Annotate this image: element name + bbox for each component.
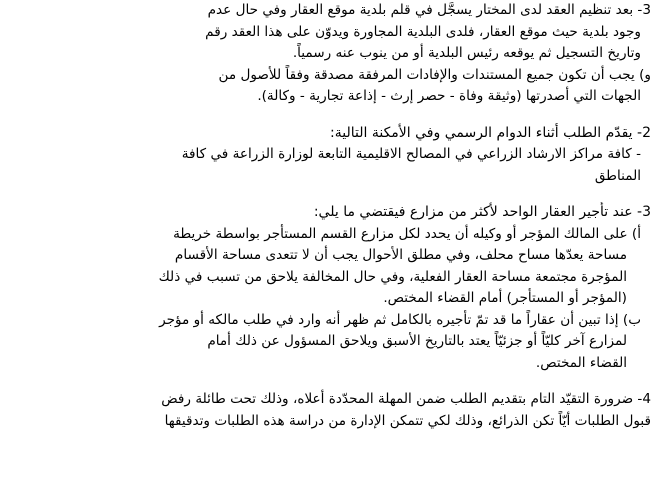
spacer <box>11 374 651 389</box>
item-3-paragraph <box>11 0 651 65</box>
paragraph-line: ب) إذا تبين أن عقاراً ما قد تمّ تأجيره بالكامل ثم ظهر أنه وارد في طلب مالكه أو مؤجر <box>159 311 641 328</box>
paragraph-line: المناطق <box>594 167 641 184</box>
paragraph-line: وجود بلدية حيث موقع العقار، فلدى البلدية المجاورة ويدوّن على هذا العقد رقم <box>205 23 641 40</box>
paragraph-line: - كافة مراكز الارشاد الزراعي في المصالح الاقليمية التابعة لوزارة الزراعة في كافة <box>181 146 641 162</box>
paragraph-line: لمزارع آخر كليّاً أو جزئيّاً يعتد بالتاريخ الأسبق ويلاحق المسؤول عن ذلك أمام <box>207 333 627 349</box>
paragraph-line: أ) على المالك المؤجر أو وكيله أن يحدد لكل مزارع القسم المستأجر بواسطة خريطة <box>173 225 641 242</box>
section-2 <box>11 123 651 188</box>
paragraph-line: مساحة يعدّها مساح محلف، وفي مطلق الأحوال يجب أن لا تتعدى مساحة الأقسام <box>174 247 627 263</box>
paragraph-line: 3- بعد تنظيم العقد لدى المختار يسجَّل في قلم بلدية موقع العقار وفي حال عدم <box>207 2 651 18</box>
item-b-paragraph <box>11 310 651 375</box>
paragraph-line: (المؤجر أو المستأجر) أمام القضاء المختص. <box>383 290 627 306</box>
spacer <box>11 108 651 123</box>
paragraph-line: المؤجرة مجتمعة مساحة العقار الفعلية، وفي حال المخالفة يلاحق من تسبب في ذلك <box>158 268 627 285</box>
section-3-heading: 3- عند تأجير العقار الواحد لأكثر من مزارع فيقتضي ما يلي: <box>313 204 651 220</box>
spacer <box>11 187 651 202</box>
paragraph-line: 4- ضرورة التقيّد التام بتقديم الطلب ضمن المهلة المحدّدة أعلاه، وذلك تحت طائلة رفض <box>161 391 651 407</box>
paragraph-line: القضاء المختص. <box>535 354 627 371</box>
item-a-paragraph <box>11 224 651 310</box>
item-waw-paragraph <box>11 65 651 108</box>
paragraph-line: وتاريخ التسجيل ثم يوقعه رئيس البلدية أو من ينوب عنه رسمياً. <box>292 45 641 61</box>
section-2-heading: 2- يقدّم الطلب أثناء الدوام الرسمي وفي الأمكنة التالية: <box>330 124 651 141</box>
section-4 <box>11 389 651 432</box>
paragraph-line: و) يجب أن تكون جميع المستندات والإفادات المرفقة مصدقة وفقاً للأصول من <box>218 66 651 83</box>
section-3 <box>11 202 651 374</box>
paragraph-line: قبول الطلبات أيّاً تكن الذرائع، وذلك لكي تتمكن الإدارة من دراسة هذه الطلبات وتدقيقها <box>164 412 651 429</box>
document-page <box>11 0 651 432</box>
paragraph-line: الجهات التي أصدرتها (وثيقة وفاة - حصر إرث - إذاعة تجارية - وكالة). <box>257 88 641 104</box>
